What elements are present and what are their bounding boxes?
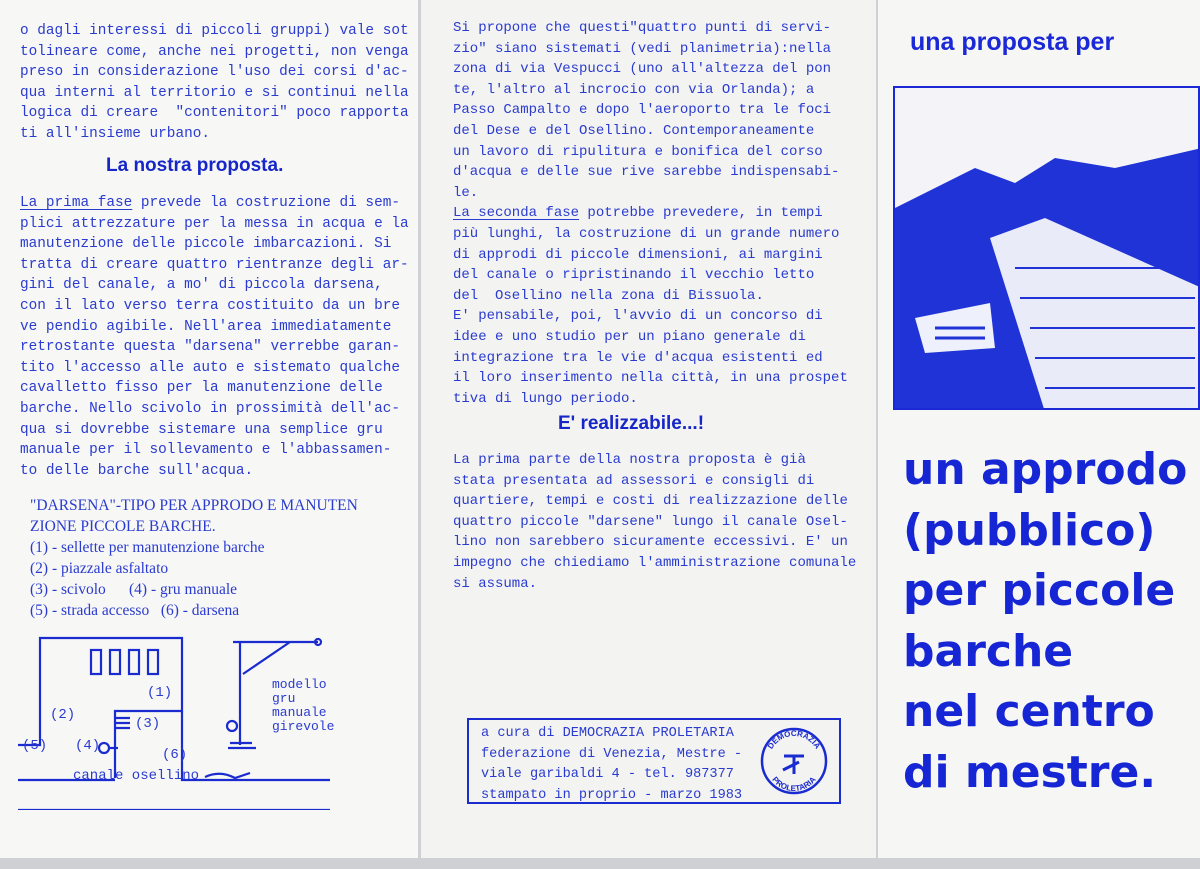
line-text: stata presentata ad assessori e consigli di [453,472,815,489]
text-line [453,471,856,492]
label-3: (3) [135,716,161,732]
text-line [453,203,848,224]
intro-text [20,21,409,145]
legend-line: ZIONE PICCOLE BARCHE. [30,518,216,535]
logo-text-bottom: PROLETARIA [770,775,818,794]
text-line [20,317,409,338]
text-line [20,193,409,214]
text-line [20,378,409,399]
underlined-phase-label: La seconda fase [453,205,580,222]
canal-label: canale osellino [73,768,200,784]
legend-line: (3) - scivolo (4) - gru manuale [30,581,238,598]
text-line [20,461,409,482]
line-text: Passo Campalto e dopo l'aeroporto tra le foci [453,102,832,119]
text-line [20,275,409,296]
line-text: prevede la costruzione di sem- [132,195,400,211]
text-line [481,786,742,807]
text-line [20,103,409,124]
line-text: di approdi di piccole dimensioni, ai margini [453,246,823,263]
left-panel [0,0,418,858]
label-5: (5) [22,738,48,754]
line-text: d'acqua e delle sue rive sarebbe indispensabi- [453,164,840,181]
line-text: ve pendio agibile. Nell'area immediatamente [20,318,392,335]
text-line [453,532,856,553]
line-text: quartiere, tempi e costi di realizzazione delle [453,493,848,510]
boat-cradles [91,650,158,674]
text-line [453,389,848,410]
line-text: zio" siano sistemati (vedi planimetria):nella [453,40,832,57]
text-line [453,18,848,39]
democrazia-proletaria-logo [759,726,829,796]
text-line [453,121,848,142]
credit-text [481,724,742,806]
heading-realizzabile: E' realizzabile...! [558,413,705,434]
label-1: (1) [147,685,173,701]
text-line [481,765,742,786]
text-line [453,327,848,348]
text-line [481,745,742,766]
text-line [453,100,848,121]
line-text: te, l'altro al incrocio con via Orlanda); a [453,81,815,98]
line-text: impegno che chiediamo l'amministrazione comunale [453,554,857,571]
text-line [453,39,848,60]
line-text: le. [453,184,479,201]
text-line [20,337,409,358]
line-text: zona di via Vespucci (uno all'altezza del pon [453,61,832,78]
line-text: preso in considerazione l'uso dei corsi d'ac- [20,64,409,81]
crane-label-line: modello [272,677,327,692]
legend-line: "DARSENA"-TIPO PER APPRODO E MANUTEN [30,497,358,514]
line-text: federazione di Venezia, Mestre - [481,746,743,762]
text-line [453,574,856,595]
darsena-diagram [0,630,418,810]
canal-photo-image [895,88,1200,410]
line-text: un lavoro di ripulitura e bonifica del corso [453,143,823,160]
cover-subtitle: una proposta per [910,28,1115,56]
text-line [453,368,848,389]
line-text: più lunghi, la costruzione di un grande numero [453,225,840,242]
text-line [20,21,409,42]
hammer-icon [783,756,804,774]
line-text: del Dese e del Osellino. Contemporaneamente [453,122,815,139]
line-text: retrostante questa "darsena" verrebbe garan- [20,339,400,356]
line-text: tito l'accesso alle auto e sistemato qualche [20,359,400,376]
line-text: lino non sarebbero sicuramente eccessivi. E' un [453,534,848,551]
line-text: logica di creare "contenitori" poco rapporta [20,105,409,122]
line-text: La prima parte della nostra proposta è già [453,452,806,468]
text-line [20,399,409,420]
text-line [453,348,848,369]
text-line [453,162,848,183]
text-line [453,59,848,80]
line-text: qua interni al territorio e si continui nella [20,84,409,101]
arrow-icon [205,773,250,778]
line-text: stampato in proprio - marzo 1983 [481,787,743,803]
text-line [20,420,409,441]
line-text: tolineare come, anche nei progetti, non venga [20,43,409,60]
first-phase-text [20,193,409,481]
underlined-phase-label: La prima fase [20,195,133,211]
label-6: (6) [162,747,188,763]
crane-label-line: girevole [272,719,335,734]
line-text: integrazione tra le vie d'acqua esistenti ed [453,349,823,366]
line-text: manuale per il sollevamento e l'abbassamen- [20,442,392,459]
text-line [453,265,848,286]
legend-line: (5) - strada accesso (6) - darsena [30,602,240,619]
text-line [453,450,856,471]
legend-line: (1) - sellette per manutenzione barche [30,539,265,556]
text-line [20,358,409,379]
line-text: plici attrezzature per la messa in acqua e la [20,215,409,232]
line-text: Si propone che questi"quattro punti di servi- [453,20,832,36]
location-text [453,18,848,409]
line-text: tiva di lungo periodo. [453,390,638,407]
logo-text-top: DEMOCRAZIA [765,728,823,751]
line-text: o dagli interessi di piccoli gruppi) vale sot [20,23,409,39]
line-text: del Osellino nella zona di Bissuola. [453,287,764,304]
crane-label-line: manuale [272,705,327,720]
text-line [20,255,409,276]
text-line [453,142,848,163]
text-line [453,512,856,533]
line-text: qua si dovrebbe sistemare una semplice gru [20,421,383,438]
line-text: ti all'insieme urbano. [20,125,210,142]
text-line [20,62,409,83]
line-text: cavalletto fisso per la manutenzione delle [20,380,383,397]
text-line [20,234,409,255]
line-text: del canale o ripristinando il vecchio letto [453,267,815,284]
line-text: quattro piccole "darsene" lungo il canale Osel- [453,513,848,530]
heading-nostra-proposta: La nostra proposta. [106,155,284,176]
credit-box [467,718,841,804]
text-line [20,296,409,317]
canal-photo [893,86,1200,410]
line-text: manutenzione delle piccole imbarcazioni. Si [20,236,392,253]
text-line [20,440,409,461]
text-line [20,124,409,145]
text-line [453,80,848,101]
label-4: (4) [75,738,101,754]
cover-title: un approdo (pubblico) per piccole barche nel centro di mestre. [903,444,1188,798]
diagram-legend [30,495,358,621]
legend-line: (2) - piazzale asfaltato [30,560,169,577]
text-line [453,286,848,307]
line-text: idee e uno studio per un piano generale di [453,328,806,345]
line-text: si assuma. [453,575,538,592]
line-text: potrebbe prevedere, in tempi [579,205,823,222]
text-line [453,245,848,266]
slipway [116,718,130,728]
line-text: E' pensabile, poi, l'avvio di un concorso di [453,308,823,325]
line-text: a cura di DEMOCRAZIA PROLETARIA [481,726,734,741]
text-line [20,42,409,63]
text-line [453,306,848,327]
text-line [453,553,856,574]
line-text: gini del canale, a mo' di piccola darsena, [20,277,383,294]
text-line [453,224,848,245]
line-text: barche. Nello scivolo in prossimità dell'ac- [20,400,400,417]
text-line [20,83,409,104]
feasibility-text [453,450,856,594]
label-2: (2) [50,707,76,723]
text-line [20,214,409,235]
text-line [453,491,856,512]
text-line [453,183,848,204]
line-text: viale garibaldi 4 - tel. 987377 [481,767,734,783]
text-line [481,724,742,745]
line-text: to delle barche sull'acqua. [20,462,254,479]
line-text: il loro inserimento nella città, in una prospet [453,370,848,387]
line-text: tratta di creare quattro rientranze degli ar- [20,256,409,273]
line-text: con il lato verso terra costituito da un bre [20,297,400,314]
crane-label-line: gru [272,691,296,706]
